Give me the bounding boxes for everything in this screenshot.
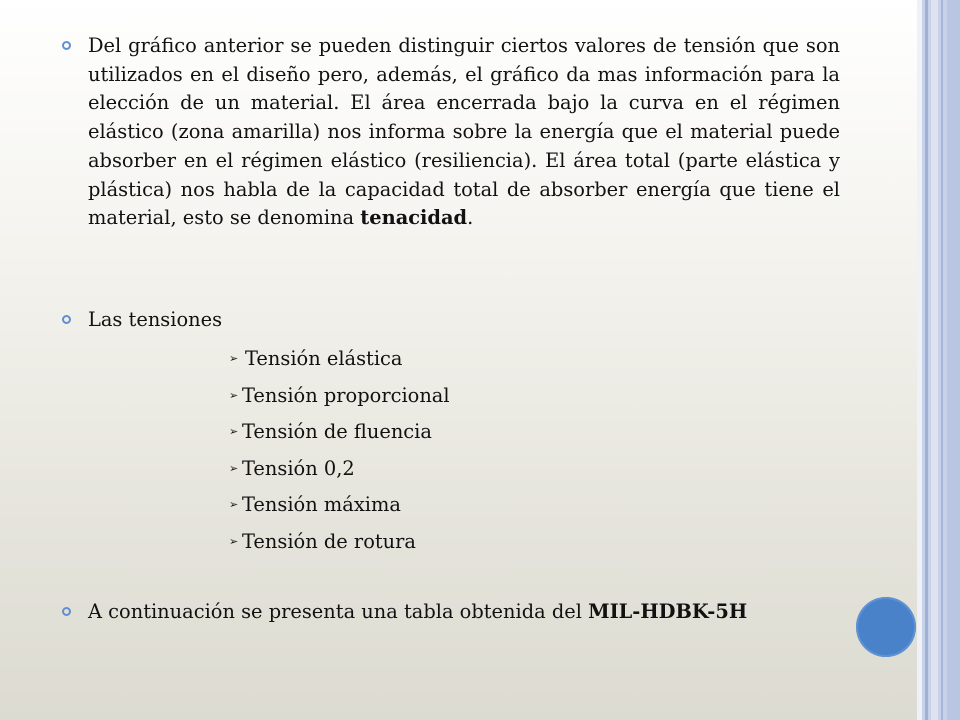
border-stripe: [941, 0, 943, 720]
paragraph-tensions-description: [88, 32, 840, 233]
right-decorative-border: [917, 0, 960, 720]
bullet-ring-icon: [62, 315, 71, 324]
arrow-bullet-icon: ➢: [229, 352, 239, 366]
paragraph-text: A continuación se presenta una tabla obtenida del: [88, 600, 582, 623]
arrow-bullet-icon: ➢: [229, 461, 239, 475]
list-item-label: Tensión de rotura: [242, 529, 416, 553]
bullet-ring-icon: [62, 607, 71, 616]
list-item: [229, 487, 450, 524]
list-item-label: Tensión elástica: [245, 347, 403, 371]
list-item: [229, 341, 450, 378]
list-item-label: Tensión proporcional: [242, 383, 450, 407]
arrow-bullet-icon: ➢: [229, 425, 239, 439]
paragraph-bold-term: MIL-HDBK-5H: [588, 600, 748, 623]
tension-types-list: [229, 341, 450, 560]
list-item-label: Tensión máxima: [242, 493, 401, 517]
border-stripe: [917, 0, 922, 720]
bullet-ring-icon: [62, 41, 71, 50]
list-item-label: Tensión de fluencia: [242, 420, 432, 444]
list-item: [229, 451, 450, 488]
border-stripe: [931, 0, 938, 720]
list-item: [229, 524, 450, 561]
paragraph-tensions-title: [88, 306, 840, 335]
list-item-label: Tensión 0,2: [242, 456, 355, 480]
arrow-bullet-icon: ➢: [229, 534, 239, 548]
border-stripe: [947, 0, 960, 720]
list-item: [229, 414, 450, 451]
paragraph-text: Las tensiones: [88, 308, 223, 331]
arrow-bullet-icon: ➢: [229, 388, 239, 402]
border-stripe: [925, 0, 928, 720]
arrow-bullet-icon: ➢: [229, 498, 239, 512]
paragraph-end: .: [467, 206, 474, 230]
paragraph-text: Del gráfico anterior se pueden distinguir ciertos valores de tensión que son utilizados en el diseño pero, además, el gráfico da mas información para la elección de un material. El área encerrada bajo la curva en el régimen elástico (zona amarilla) nos informa sobre la energía que el material puede absorber en el régimen elástico (resiliencia). El área total (parte elástica y plástica) nos habla de la capacidad total de absorber energía que tiene el material, esto se denomina: [88, 34, 840, 230]
list-item: [229, 378, 450, 415]
paragraph-bold-term: tenacidad: [360, 206, 468, 230]
paragraph-table-intro: [88, 598, 840, 627]
